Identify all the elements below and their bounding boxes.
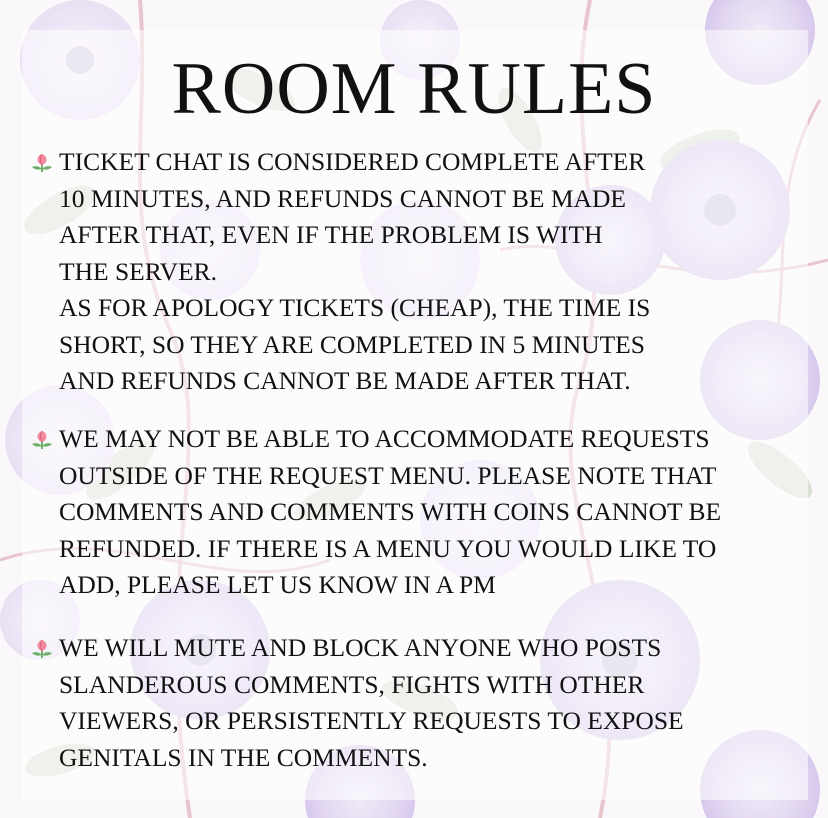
tulip-bud-icon	[30, 638, 54, 660]
rule-line: AND REFUNDS CANNOT BE MADE AFTER THAT.	[59, 366, 631, 395]
rule-line: GENITALS IN THE COMMENTS.	[59, 742, 428, 772]
rule-line: 10 MINUTES, AND REFUNDS CANNOT BE MADE	[59, 183, 626, 213]
rule-line: TICKET CHAT IS CONSIDERED COMPLETE AFTER	[59, 147, 646, 176]
rule-line: THE SERVER.	[59, 256, 218, 286]
rule-line: WE WILL MUTE AND BLOCK ANYONE WHO POSTS	[59, 633, 662, 662]
rule-line: AFTER THAT, EVEN IF THE PROBLEM IS WITH	[59, 220, 603, 249]
rule-line: WE MAY NOT BE ABLE TO ACCOMMODATE REQUESTS	[59, 424, 710, 453]
rule-item	[30, 144, 790, 400]
rule-line: OUTSIDE OF THE REQUEST MENU. PLEASE NOTE THAT	[59, 460, 717, 490]
tulip-bud-icon	[30, 152, 54, 174]
rule-item	[30, 421, 790, 604]
rule-line: COMMENTS AND COMMENTS WITH COINS CANNOT BE	[59, 497, 722, 526]
rule-item	[30, 630, 790, 776]
rule-line: REFUNDED. IF THERE IS A MENU YOU WOULD LIKE TO	[59, 533, 717, 563]
rule-line: SHORT, SO THEY ARE COMPLETED IN 5 MINUTES	[59, 329, 645, 359]
rule-line: ADD, PLEASE LET US KNOW IN A PM	[59, 570, 496, 599]
page-title: ROOM RULES	[171, 48, 657, 130]
rule-line: VIEWERS, OR PERSISTENTLY REQUESTS TO EXPOSE	[59, 706, 684, 735]
rule-line: SLANDEROUS COMMENTS, FIGHTS WITH OTHER	[59, 669, 645, 699]
tulip-bud-icon	[30, 429, 54, 451]
rule-line: AS FOR APOLOGY TICKETS (CHEAP), THE TIME IS	[59, 293, 651, 322]
